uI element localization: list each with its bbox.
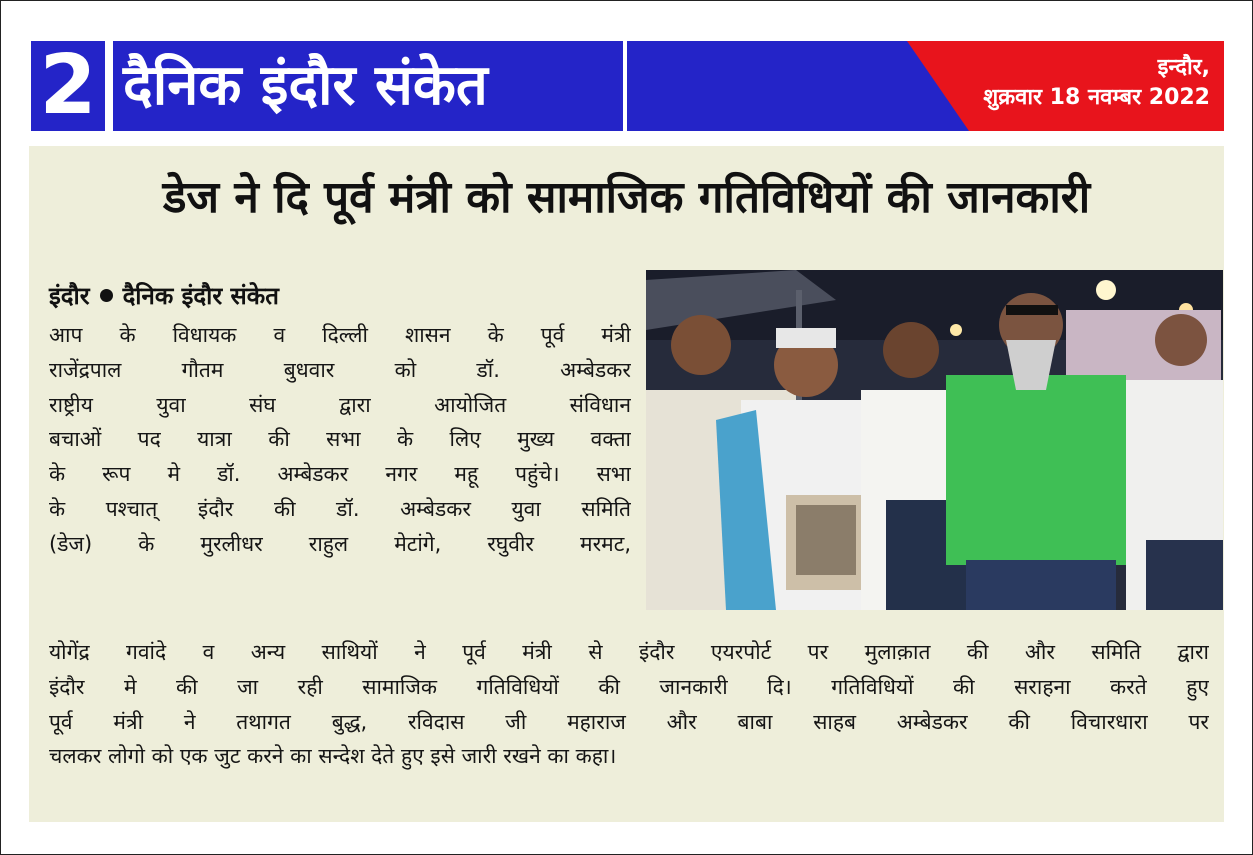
masthead-title: दैनिक इंदौर संकेत <box>113 41 623 131</box>
body-line: आप के विधायक व दिल्ली शासन के पूर्व मंत्री <box>49 323 631 347</box>
body-line: पूर्व मंत्री ने तथागत बुद्ध, रविदास जी महाराज और बाबा साहब अम्बेडकर की विचारधारा पर <box>49 709 1209 734</box>
dateline <box>950 53 1210 113</box>
bullet-icon <box>100 289 113 302</box>
body-line: बचाओं पद यात्रा की सभा के लिए मुख्य वक्ता <box>49 427 631 452</box>
body-line: राष्ट्रीय युवा संघ द्वारा आयोजित संविधान <box>49 392 631 417</box>
dateline-city: इन्दौर, <box>1157 55 1210 80</box>
article-byline <box>49 280 279 312</box>
group-photo-illustration <box>646 270 1223 610</box>
body-line: इंदौर मे की जा रही सामाजिक गतिविधियों की जानकारी दि। गतिविधियों की सराहना करते हुए <box>49 674 1209 699</box>
body-line: (डेज) के मुरलीधर राहुल मेटांगे, रघुवीर मरमट, <box>49 531 631 556</box>
article-body-full-width <box>49 635 1209 815</box>
news-article <box>29 146 1224 822</box>
dateline-date: शुक्रवार 18 नवम्बर 2022 <box>983 85 1210 110</box>
article-body-column <box>49 318 631 633</box>
article-headline: डेज ने दि पूर्व मंत्री को सामाजिक गतिविधियों की जानकारी <box>162 172 1091 223</box>
news-photo <box>646 270 1223 610</box>
body-line: के पश्चात् इंदौर की डॉ. अम्बेडकर युवा समिति <box>49 496 631 521</box>
body-line: चलकर लोगो को एक जुट करने का सन्देश देते हुए इसे जारी रखने का कहा। <box>49 744 617 769</box>
body-line: राजेंद्रपाल गौतम बुधवार को डॉ. अम्बेडकर <box>49 357 631 382</box>
byline-place: इंदौर <box>49 282 90 310</box>
byline-source: दैनिक इंदौर संकेत <box>122 282 279 310</box>
page-number: 2 <box>31 41 109 131</box>
body-line: योगेंद्र गवांदे व अन्य साथियों ने पूर्व मंत्री से इंदौर एयरपोर्ट पर मुलाक़ात की और समिति द्वारा <box>49 640 1209 664</box>
body-line: के रूप मे डॉ. अम्बेडकर नगर महू पहुंचे। सभा <box>49 462 631 487</box>
